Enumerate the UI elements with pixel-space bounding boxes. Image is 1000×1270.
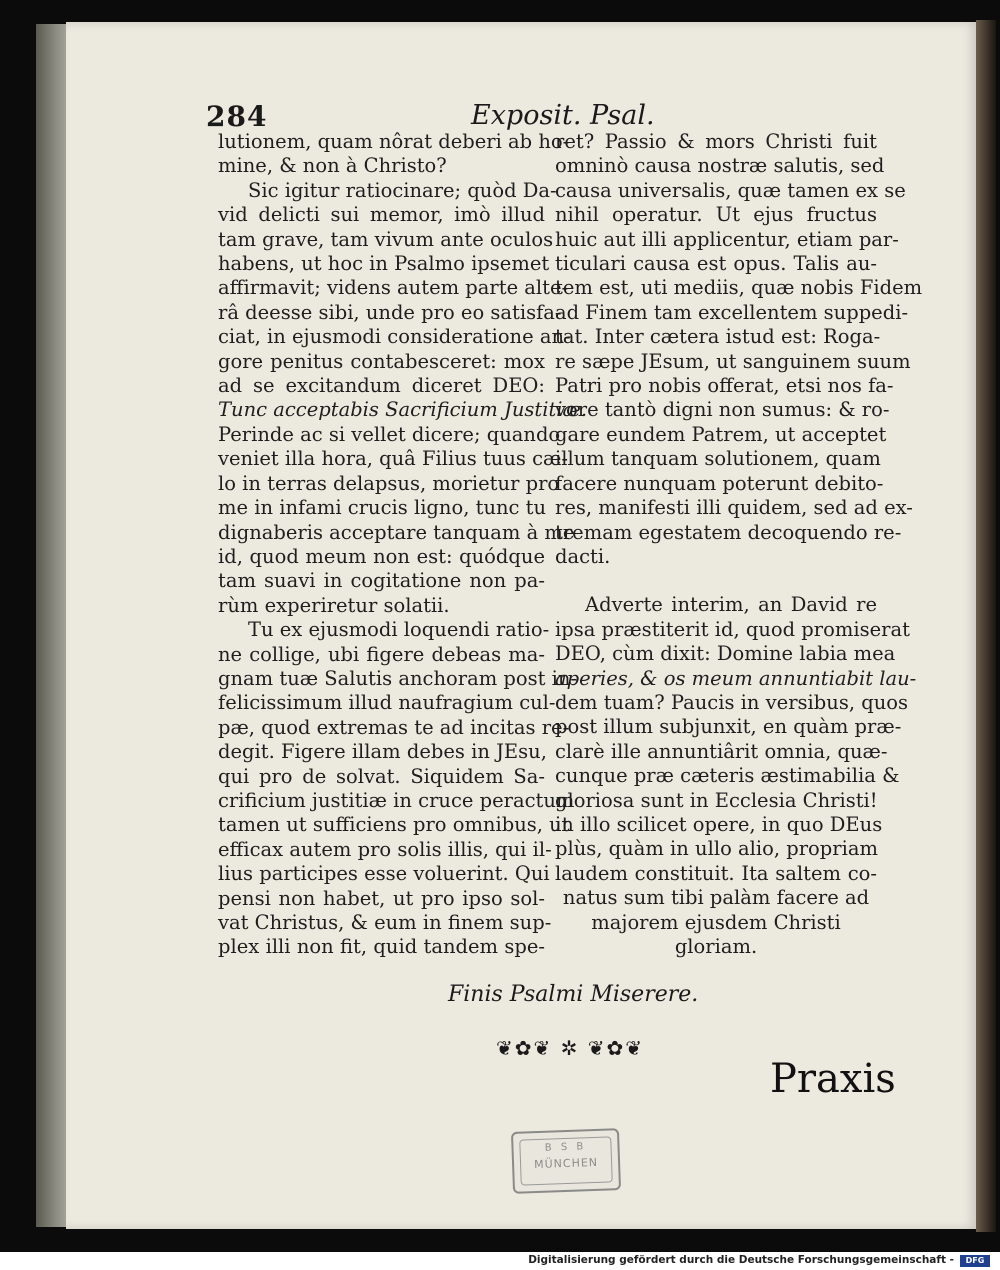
text-line: gloriosa sunt in Ecclesia Christi! bbox=[555, 788, 878, 812]
library-stamp bbox=[511, 1128, 621, 1194]
text-line: ad se excitandum diceret DEO: bbox=[218, 374, 545, 398]
text-line: vat Christus, & eum in finem sup- bbox=[218, 911, 552, 934]
text-line: veniet illa hora, quâ Filius tuus cæ- bbox=[218, 447, 568, 471]
right-text-column bbox=[555, 130, 923, 959]
page-number: 284 bbox=[206, 100, 268, 133]
text-line: crificium justitiæ in cruce peractum bbox=[218, 788, 575, 812]
text-line: res, manifesti illi quidem, sed ad ex- bbox=[555, 496, 913, 520]
text-line: tam suavi in cogitatione non pa- bbox=[218, 569, 545, 593]
text-line: cunque præ cæteris æstimabilia & bbox=[555, 764, 900, 788]
text-line: ciat, in ejusmodi consideratione an- bbox=[218, 325, 571, 349]
catchword: Praxis bbox=[770, 1056, 896, 1102]
text-line: in illo scilicet opere, in quo DEus bbox=[555, 812, 883, 836]
dfg-logo-icon: DFG bbox=[960, 1255, 990, 1267]
text-line: mine, & non à Christo? bbox=[218, 154, 447, 178]
text-line: gore penitus contabesceret: mox bbox=[218, 349, 545, 373]
text-line: lo in terras delapsus, morietur pro bbox=[218, 471, 560, 495]
text-line: pensi non habet, ut pro ipso sol- bbox=[218, 886, 545, 910]
text-line: ret? Passio & mors Christi fuit bbox=[555, 130, 877, 153]
text-line: natus sum tibi palàm facere ad bbox=[562, 886, 870, 910]
stamp-line-1: B S B bbox=[544, 1141, 587, 1154]
text-line: vid delicti sui memor, imò illud bbox=[218, 203, 545, 227]
text-line: lutionem, quam nôrat deberi ab ho- bbox=[218, 130, 570, 153]
stamp-line-2: MÜNCHEN bbox=[533, 1155, 599, 1172]
text-line: efficax autem pro solis illis, qui il- bbox=[218, 837, 552, 861]
text-line: facere nunquam poterunt debito- bbox=[555, 471, 884, 495]
footer-credit: Digitalisierung gefördert durch die Deutsche Forschungsgemeinschaft - bbox=[528, 1254, 954, 1266]
text-line: laudem constituit. Ita saltem co- bbox=[555, 861, 877, 885]
text-line: Sic igitur ratiocinare; quòd Da- bbox=[248, 178, 557, 202]
text-line: ticulari causa est opus. Talis au- bbox=[555, 252, 877, 276]
text-line: illum tanquam solutionem, quam bbox=[555, 447, 881, 471]
text-line: plùs, quàm in ullo alio, propriam bbox=[555, 837, 878, 861]
text-line: dem tuam? Paucis in versibus, quos bbox=[555, 690, 909, 714]
page-edge-left bbox=[36, 24, 68, 1227]
text-line: me in infami crucis ligno, tunc tu bbox=[218, 496, 547, 520]
text-line: Tu ex ejusmodi loquendi ratio- bbox=[248, 618, 550, 642]
text-line: tam grave, tam vivum ante oculos bbox=[218, 227, 554, 251]
text-line: râ deesse sibi, unde pro eo satisfa- bbox=[218, 300, 562, 324]
text-line: felicissimum illud naufragium cul- bbox=[218, 691, 556, 715]
library-stamp-inner bbox=[519, 1136, 613, 1185]
text-line: lius participes esse voluerint. Qui bbox=[218, 862, 550, 886]
text-line: causa universalis, quæ tamen ex se bbox=[555, 178, 906, 202]
text-line: aperies, & os meum annuntiabit lau- bbox=[555, 666, 917, 690]
finis-line: Finis Psalmi Miserere. bbox=[448, 982, 699, 1007]
text-line: ad Finem tam excellentem suppedi- bbox=[555, 300, 909, 324]
text-line: nihil operatur. Ut ejus fructus bbox=[555, 203, 877, 227]
text-line: qui pro de solvat. Siquidem Sa- bbox=[218, 764, 545, 788]
text-line: rùm experiretur solatii. bbox=[218, 593, 450, 617]
text-line: Perinde ac si vellet dicere; quando bbox=[218, 422, 561, 446]
printer-ornament: ❦✿❦ ✲ ❦✿❦ bbox=[496, 1036, 645, 1060]
text-line: gnam tuæ Salutis anchoram post in- bbox=[218, 666, 578, 690]
text-line: omninò causa nostræ salutis, sed bbox=[555, 154, 885, 178]
text-line: Tunc acceptabis Sacrificium Justitiæ. bbox=[218, 398, 588, 422]
text-line: huic aut illi applicentur, etiam par- bbox=[555, 227, 899, 251]
text-line: gare eundem Patrem, ut acceptet bbox=[555, 422, 887, 446]
text-line: majorem ejusdem Christi bbox=[591, 910, 841, 934]
running-title: Exposit. Psal. bbox=[471, 100, 655, 131]
text-line: re sæpe JEsum, ut sanguinem suum bbox=[555, 349, 911, 373]
text-line: dacti. bbox=[555, 544, 611, 568]
text-line: clarè ille annuntiârit omnia, quæ- bbox=[555, 739, 888, 763]
paragraph-gap bbox=[555, 569, 877, 593]
page-edge-right bbox=[976, 20, 996, 1232]
text-line: dignaberis acceptare tanquam à me bbox=[218, 520, 575, 544]
text-line: Adverte interim, an David re bbox=[585, 593, 877, 617]
text-line: plex illi non fit, quid tandem spe- bbox=[218, 935, 545, 959]
text-line: ipsa præstiterit id, quod promiserat bbox=[555, 617, 910, 641]
text-line: gloriam. bbox=[674, 935, 758, 958]
text-line: tem est, uti mediis, quæ nobis Fidem bbox=[555, 276, 923, 300]
text-line: post illum subjunxit, en quàm præ- bbox=[555, 715, 902, 739]
text-line: habens, ut hoc in Psalmo ipsemet bbox=[218, 252, 550, 276]
text-line: pæ, quod extremas te ad incitas re- bbox=[218, 715, 570, 739]
text-line: affirmavit; videns autem parte alte- bbox=[218, 276, 569, 300]
text-line: id, quod meum non est: quódque bbox=[218, 544, 545, 568]
text-line: vore tantò digni non sumus: & ro- bbox=[555, 398, 890, 422]
digitization-footer bbox=[0, 1252, 1000, 1270]
text-line: degit. Figere illam debes in JEsu, bbox=[218, 740, 547, 764]
text-line: ne collige, ubi figere debeas ma- bbox=[218, 642, 545, 666]
text-line: tremam egestatem decoquendo re- bbox=[555, 520, 902, 544]
text-line: DEO, cùm dixit: Domine labia mea bbox=[555, 642, 896, 666]
text-line: Patri pro nobis offerat, etsi nos fa- bbox=[555, 374, 894, 398]
text-line: tamen ut sufficiens pro omnibus, ut bbox=[218, 813, 570, 837]
text-line: tat. Inter cætera istud est: Roga- bbox=[555, 325, 881, 349]
